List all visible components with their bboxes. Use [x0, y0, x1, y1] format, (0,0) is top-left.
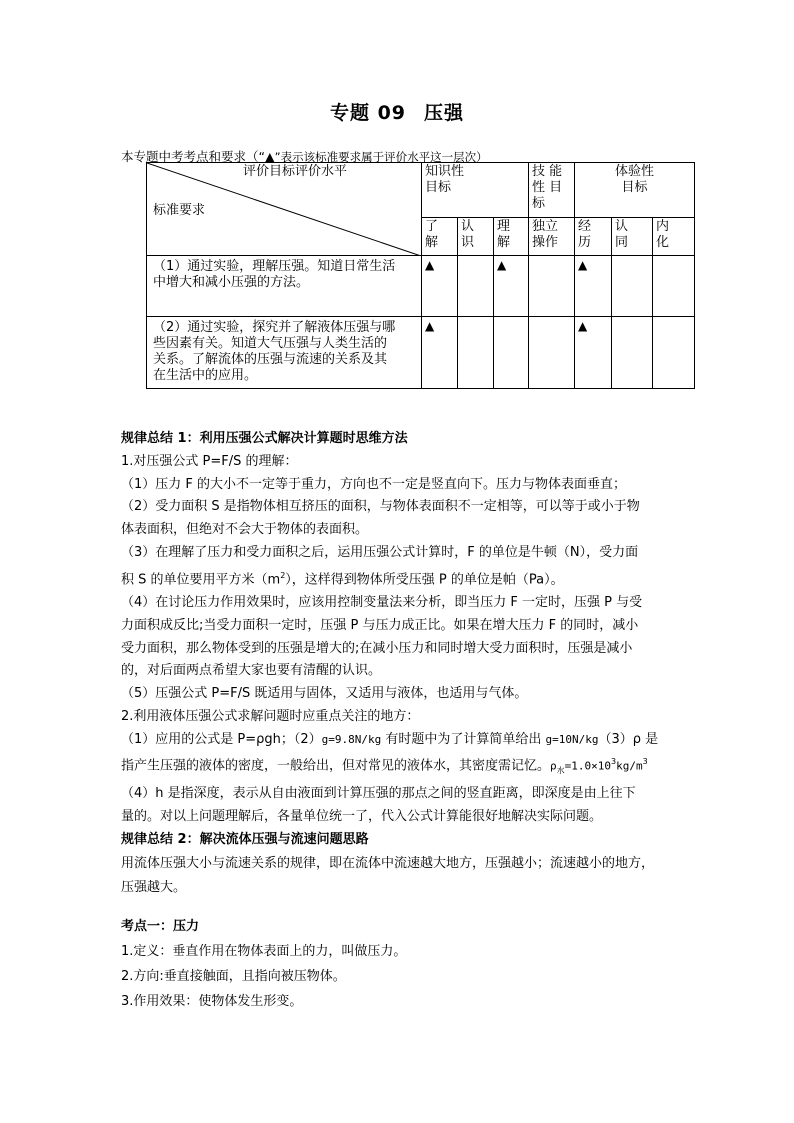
group-skill: 技 能 性 目 标 [529, 163, 575, 218]
mark-cell: ▲ [575, 317, 612, 389]
mark-cell: ▲ [494, 256, 529, 317]
header-bottom-label: 标准要求 [153, 203, 206, 218]
sub-header: 认 识 [458, 217, 494, 255]
group-knowledge: 知识性 目标 [422, 163, 529, 218]
intro-text: 本专题中考考点和要求（“▲”表示该标准要求属于评价水平这一层次） [121, 149, 488, 164]
table-row [147, 317, 695, 389]
page-title: 专题 09 压强 [329, 102, 465, 124]
point1-heading: 考点一：压力 [121, 919, 200, 934]
mark-cell [653, 256, 695, 317]
mark-cell: ▲ [422, 317, 458, 389]
table-row [147, 256, 695, 317]
sub-header: 独立 操作 [529, 217, 575, 255]
mark-cell [458, 256, 494, 317]
mark-cell [612, 317, 653, 389]
sub-header: 经 历 [575, 217, 612, 255]
group-experience: 体验性 目标 [575, 163, 695, 218]
standards-table [146, 162, 695, 389]
mark-cell [529, 256, 575, 317]
rule2-heading: 规律总结 2：解决流体压强与流速问题思路 [121, 831, 369, 847]
rule1-section: 规律总结 1：利用压强公式解决计算题时思维方法 1.对压强公式 P=F/S 的理解： （1）压力 F 的大小不一定等于重力，方向也不一定是竖直向下。压力与物体表面垂直； （2）受力面积 S 是指物体相互挤压的面积，与物体表面积不一定相等，可以等于或小于物 体表面积，但绝对不会大于物体的表面积。 （3）在理解了压力和受力面积之后，运用压强公式计算时，F 的单位是牛顿（N），受力面 积 S 的单位要用平方米$(m^2)$，这样得到物体所受压强 P 的单位是帕（Pa）。 （4）在讨论压力作用效果时，应该用控制变量法来分析，即当压力 F 一定时，压强 P 与受 力面积成反比;当受力面积一定时，压强 P 与压力成正比。如果在增大压力 F 的同时，减小 受力面积，那么物体受到的压强是增大的;在减小压力和同时增大受力面积时，压强是减小 的，对后面两点希望大家也要有清醒的认识。 （5）压强公式 P=F/S 既适用与固体，又适用与液体，也适用与气体。 2.利用液体压强公式求解问题时应重点关注的地方： （1）应用的公式是 P=ρgh；（2）g=9.8N/kg 有时题中为了计算简单给出 g=10N/kg（3）ρ 是 指产生压强的液体的密度，一般给出，但对常见的液体水，其密度需记忆。$\rho_水=1.0\times 10^3kg/m^3$ （4）h 是指深度，表示从自由液面到计算压强的那点之间的竖直距离，即深度是由上往下 量的。对以上问题理解后，各量单位统一了，代入公式计算能很好地解决实际问题。 规律总结 2：解决流体压强与流速问题思路 用流体压强大小与流速关系的规律，即在流体中流速越大地方，压强越小；流速越小的地方， 压强越大。 [121, 428, 681, 900]
mark-cell [529, 317, 575, 389]
row-text: （1）通过实验，理解压强。知道日常生活 中增大和减小压强的方法。 [147, 256, 422, 317]
point1-section: 考点一：压力 1.定义：垂直作用在物体表面上的力，叫做压力。 2.方向:垂直接触面，且指向被压物体。 3.作用效果：使物体发生形变。 [121, 914, 681, 1014]
mark-cell: ▲ [575, 256, 612, 317]
rule1-heading: 规律总结 1：利用压强公式解决计算题时思维方法 [121, 431, 408, 446]
row-text: （2）通过实验，探究并了解液体压强与哪 些因素有关。知道大气压强与人类生活的 关系。了解流体的压强与流速的关系及其 在生活中的应用。 [147, 317, 422, 389]
header-diagonal-cell [147, 163, 422, 256]
mark-cell [494, 317, 529, 389]
sub-header: 内 化 [653, 217, 695, 255]
sub-header: 了 解 [422, 217, 458, 255]
sub-header: 认 同 [612, 217, 653, 255]
sub-header: 理 解 [494, 217, 529, 255]
mark-cell: ▲ [422, 256, 458, 317]
mark-cell [612, 256, 653, 317]
mark-cell [458, 317, 494, 389]
mark-cell [653, 317, 695, 389]
header-top-label: 评价目标评价水平 [243, 164, 348, 179]
